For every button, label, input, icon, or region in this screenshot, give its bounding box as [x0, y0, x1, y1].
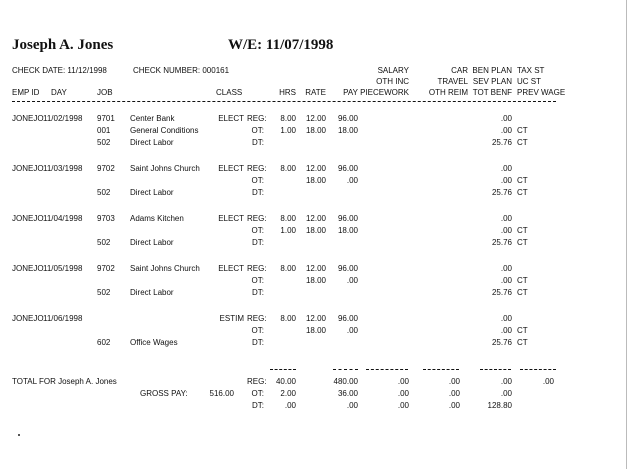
entry-job: 9702: [97, 164, 115, 173]
entry-pay-type: DT:: [252, 188, 264, 197]
entry-description: Direct Labor: [130, 288, 174, 297]
col-tax-1: TAX ST: [517, 66, 545, 75]
entry-description: Direct Labor: [130, 188, 174, 197]
entry-pay-type: REG:: [247, 314, 267, 323]
entry-benefit: .00: [500, 226, 512, 235]
total-underline: [270, 369, 296, 370]
entry-hours: 8.00: [280, 264, 296, 273]
col-ben-1: BEN PLAN: [472, 66, 512, 75]
entry-description: Office Wages: [130, 338, 178, 347]
col-class: CLASS: [216, 88, 243, 97]
entry-pay-type: REG:: [247, 214, 267, 223]
entry-emp-id: JONEJO: [12, 214, 44, 223]
total-prev-wage: .00: [542, 377, 554, 386]
entry-rate: 18.00: [305, 226, 326, 235]
entry-rate: 12.00: [305, 264, 326, 273]
col-tax-3: PREV WAGE: [517, 88, 566, 97]
entry-tax-state: CT: [517, 288, 528, 297]
total-car: .00: [448, 389, 460, 398]
entry-benefit: .00: [500, 326, 512, 335]
entry-pay: .00: [346, 326, 358, 335]
entry-benefit: 25.76: [491, 138, 512, 147]
employee-name: Joseph A. Jones: [12, 37, 114, 53]
entry-benefit: .00: [500, 264, 512, 273]
entry-job: 502: [97, 138, 111, 147]
entry-benefit: .00: [500, 164, 512, 173]
entry-job: 001: [97, 126, 111, 135]
entry-hours: 8.00: [280, 314, 296, 323]
col-ben-2: SEV PLAN: [472, 77, 512, 86]
entry-pay-type: REG:: [247, 264, 267, 273]
entry-pay-type: REG:: [247, 114, 267, 123]
entry-benefit: 25.76: [491, 188, 512, 197]
entry-rate: 18.00: [305, 326, 326, 335]
entry-rate: 18.00: [305, 126, 326, 135]
entry-rate: 12.00: [305, 314, 326, 323]
total-pay-type: OT:: [251, 389, 264, 398]
entry-hours: 8.00: [280, 164, 296, 173]
col-ben-3: TOT BENF: [472, 88, 512, 97]
entry-pay: .00: [346, 276, 358, 285]
entry-class: ELECT: [218, 214, 244, 223]
entry-job: 502: [97, 188, 111, 197]
total-benefit: .00: [500, 389, 512, 398]
total-salary: .00: [397, 377, 409, 386]
entry-tax-state: CT: [517, 126, 528, 135]
entry-tax-state: CT: [517, 276, 528, 285]
total-underline: [423, 369, 459, 370]
entry-description: Direct Labor: [130, 238, 174, 247]
entry-emp-id: JONEJO: [12, 164, 44, 173]
entry-description: Saint Johns Church: [130, 264, 200, 273]
entry-job: 502: [97, 238, 111, 247]
entry-tax-state: CT: [517, 138, 528, 147]
entry-emp-id: JONEJO: [12, 314, 44, 323]
entry-benefit: .00: [500, 114, 512, 123]
entry-tax-state: CT: [517, 338, 528, 347]
entry-benefit: .00: [500, 126, 512, 135]
entry-rate: 12.00: [305, 114, 326, 123]
entry-hours: 8.00: [280, 214, 296, 223]
entry-pay: 96.00: [337, 314, 358, 323]
entry-benefit: 25.76: [491, 338, 512, 347]
entry-date: 11/06/1998: [43, 314, 83, 323]
total-car: .00: [448, 401, 460, 410]
col-car-3: OTH REIM: [428, 88, 468, 97]
entry-job: 9701: [97, 114, 115, 123]
entry-description: Adams Kitchen: [130, 214, 184, 223]
total-car: .00: [448, 377, 460, 386]
entry-tax-state: CT: [517, 188, 528, 197]
total-pay: 36.00: [337, 389, 358, 398]
col-rate: RATE: [305, 88, 326, 97]
entry-rate: 18.00: [305, 176, 326, 185]
entry-description: Center Bank: [130, 114, 175, 123]
entry-description: Saint Johns Church: [130, 164, 200, 173]
entry-description: General Conditions: [130, 126, 199, 135]
col-tax-2: UC ST: [517, 77, 541, 86]
entry-pay: .00: [346, 176, 358, 185]
col-car-1: CAR: [451, 66, 468, 75]
col-car-2: TRAVEL: [437, 77, 468, 86]
check-number: CHECK NUMBER: 000161: [133, 66, 230, 75]
entry-rate: 12.00: [305, 214, 326, 223]
entry-job: 502: [97, 288, 111, 297]
entry-class: ESTIM: [219, 314, 244, 323]
col-job: JOB: [97, 88, 113, 97]
total-underline: [480, 369, 511, 370]
entry-date: 11/02/1998: [43, 114, 83, 123]
entry-pay-type: DT:: [252, 288, 264, 297]
col-salary-2: OTH INC: [376, 77, 409, 86]
total-benefit: 128.80: [487, 401, 512, 410]
entry-benefit: .00: [500, 176, 512, 185]
col-emp-id: EMP ID: [12, 88, 40, 97]
check-date: CHECK DATE: 11/12/1998: [12, 66, 107, 75]
entry-pay-type: DT:: [252, 138, 264, 147]
entry-job: 602: [97, 338, 111, 347]
total-label: TOTAL FOR Joseph A. Jones: [12, 377, 117, 386]
total-pay: .00: [346, 401, 358, 410]
col-hrs: HRS: [279, 88, 296, 97]
entry-date: 11/04/1998: [43, 214, 83, 223]
entry-pay-type: REG:: [247, 164, 267, 173]
entry-benefit: 25.76: [491, 238, 512, 247]
entry-class: ELECT: [218, 164, 244, 173]
entry-benefit: 25.76: [491, 288, 512, 297]
entry-tax-state: CT: [517, 326, 528, 335]
entry-class: ELECT: [218, 114, 244, 123]
entry-pay-type: DT:: [252, 238, 264, 247]
entry-date: 11/03/1998: [43, 164, 83, 173]
total-pay-type: DT:: [252, 401, 264, 410]
total-salary: .00: [397, 401, 409, 410]
entry-emp-id: JONEJO: [12, 114, 44, 123]
entry-hours: 1.00: [280, 126, 296, 135]
entry-pay: 96.00: [337, 264, 358, 273]
entry-tax-state: CT: [517, 176, 528, 185]
entry-benefit: .00: [500, 314, 512, 323]
entry-pay-type: OT:: [251, 326, 264, 335]
gross-pay-label: GROSS PAY:: [140, 389, 188, 398]
col-day: DAY: [51, 88, 67, 97]
page-mark: [18, 434, 20, 436]
total-pay-type: REG:: [247, 377, 267, 386]
entry-rate: 18.00: [305, 276, 326, 285]
entry-pay-type: DT:: [252, 338, 264, 347]
total-hours: 40.00: [275, 377, 296, 386]
entry-pay-type: OT:: [251, 226, 264, 235]
entry-emp-id: JONEJO: [12, 264, 44, 273]
entry-job: 9703: [97, 214, 115, 223]
entry-tax-state: CT: [517, 238, 528, 247]
entry-pay: 96.00: [337, 164, 358, 173]
entry-job: 9702: [97, 264, 115, 273]
entry-rate: 12.00: [305, 164, 326, 173]
entry-tax-state: CT: [517, 226, 528, 235]
entry-pay: 96.00: [337, 214, 358, 223]
entry-hours: 1.00: [280, 226, 296, 235]
entry-pay-type: OT:: [251, 126, 264, 135]
total-underline: [333, 369, 358, 370]
entry-description: Direct Labor: [130, 138, 174, 147]
page-edge: [626, 0, 627, 469]
entry-pay: 18.00: [337, 126, 358, 135]
total-salary: .00: [397, 389, 409, 398]
total-underline: [366, 369, 408, 370]
entry-class: ELECT: [218, 264, 244, 273]
gross-pay-value: 516.00: [209, 389, 234, 398]
entry-pay: 96.00: [337, 114, 358, 123]
total-hours: 2.00: [280, 389, 296, 398]
total-underline: [520, 369, 556, 370]
total-hours: .00: [284, 401, 296, 410]
col-salary-1: SALARY: [377, 66, 409, 75]
entry-benefit: .00: [500, 276, 512, 285]
entry-hours: 8.00: [280, 114, 296, 123]
entry-pay-type: OT:: [251, 276, 264, 285]
entry-pay-type: OT:: [251, 176, 264, 185]
col-pay: PAY: [343, 88, 358, 97]
col-salary-3: PIECEWORK: [360, 88, 409, 97]
total-pay: 480.00: [333, 377, 358, 386]
total-benefit: .00: [500, 377, 512, 386]
week-ending: W/E: 11/07/1998: [228, 37, 334, 53]
entry-pay: 18.00: [337, 226, 358, 235]
entry-benefit: .00: [500, 214, 512, 223]
header-rule: [12, 101, 556, 102]
entry-date: 11/05/1998: [43, 264, 83, 273]
